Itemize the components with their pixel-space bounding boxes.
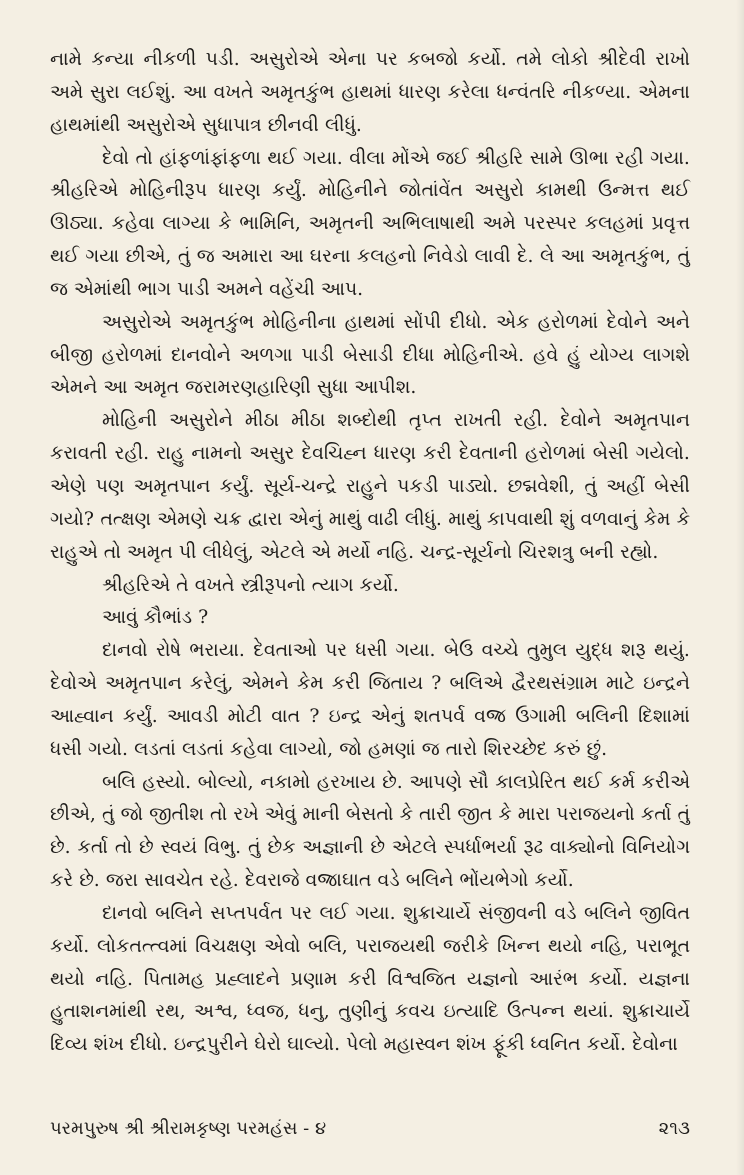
- paragraph-5: શ્રીહરિએ તે વખતે સ્ત્રીરૂપનો ત્યાગ કર્યો.: [102, 574, 399, 596]
- paragraph-8: બલિ હસ્યો. બોલ્યો, નકામો હરખાય છે. આપણે સૌ કાલપ્રેરિત થઈ કર્મ કરીએ છીએ, તું જો જીતીશ તો રખે એવું માની બેસતો કે તારી જીત કે મારા પરાજયનો કર્તા તું છે. કર્તા તો છે સ્વયં વિભુ. તું છેક અજ્ઞાની છે એટલે સ્પર્ધાભર્યા રૂઢ વાક્યોનો વિનિયોગ કરે છે. જરા સાવચેત રહે. દેવરાજે વજ્રાઘાત વડે બલિને ભોંયભેગો કર્યો.: [50, 771, 690, 892]
- page-number: ૨૧૩: [658, 1118, 690, 1139]
- paragraph-1: નામે કન્યા નીકળી પડી. અસુરોએ એના પર કબજો કર્યો. તમે લોકો શ્રીદેવી રાખો અમે સુરા લઈશું. આ વખતે અમૃતકુંભ હાથમાં ધારણ કરેલા ધન્વંતરિ નીકળ્યા. એમના હાથમાંથી અસુરોએ સુધાપાત્ર છીનવી લીધું.: [50, 49, 690, 136]
- running-title: પરમપુરુષ શ્રી શ્રીરામકૃષ્ણ પરમહંસ - ૪: [50, 1118, 327, 1139]
- paragraph-7: દાનવો રોષે ભરાયા. દેવતાઓ પર ધસી ગયા. બેઉ વચ્ચે તુમુલ યુદ્ધ શરૂ થયું. દેવોએ અમૃતપાન કરેલું, એમને કેમ કરી જિતાય ? બલિએ દ્વૈરથસંગ્રામ માટે ઇન્દ્રને આહ્વાન કર્યું. આવડી મોટી વાત ? ઇન્દ્ર એનું શતપર્વ વજ્ર ઉગામી બલિની દિશામાં ધસી ગયો. લડતાં લડતાં કહેવા લાગ્યો, જો હમણાં જ તારો શિરચ્છેદ કરું છું.: [50, 640, 690, 760]
- page-edge-shadow: [736, 0, 744, 1175]
- page-body: [50, 44, 690, 1062]
- page-footer: [50, 1118, 690, 1139]
- paragraph-4: મોહિની અસુરોને મીઠા મીઠા શબ્દોથી તૃપ્ત રાખતી રહી. દેવોને અમૃતપાન કરાવતી રહી. રાહુ નામનો અસુર દેવચિહ્ન ધારણ કરી દેવતાની હરોળમાં બેસી ગયેલો. એણે પણ અમૃતપાન કર્યું. સૂર્ય-ચન્દ્રે રાહુને પકડી પાડ્યો. છદ્મવેશી, તું અહીં બેસી ગયો? તત્ક્ષણ એમણે ચક્ર દ્વારા એનું માથું વાઢી લીધું. માથું કાપવાથી શું વળવાનું કેમ કે રાહુએ તો અમૃત પી લીધેલું, એટલે એ મર્યો નહિ. ચન્દ્ર-સૂર્યનો ચિરશત્રુ બની રહ્યો.: [50, 410, 690, 563]
- paragraph-9: દાનવો બલિને સપ્તપર્વત પર લઈ ગયા. શુક્રાચાર્યે સંજીવની વડે બલિને જીવિત કર્યો. લોકતત્ત્વમાં વિચક્ષણ એવો બલિ, પરાજયથી જરીકે ખિન્ન થયો નહિ, પરાભૂત થયો નહિ. પિતામહ પ્રહ્લાદને પ્રણામ કરી વિશ્વજિત યજ્ઞનો આરંભ કર્યો. યજ્ઞના હુતાશનમાંથી રથ, અશ્વ, ધ્વજ, ધનુ, તુણીનું કવચ ઇત્યાદિ ઉત્પન્ન થયાં. શુક્રાચાર્યે દિવ્ય શંખ દીધો. ઇન્દ્રપુરીને ઘેરો ઘાલ્યો. પેલો મહાસ્વન શંખ ફૂંકી ધ્વનિત કર્યો. દેવોના: [50, 902, 690, 1056]
- paragraph-6: આવું કૌભાંડ ?: [102, 607, 209, 629]
- paragraph-2: દેવો તો હાંફળાંફાંફળા થઈ ગયા. વીલા મોંએ જઈ શ્રીહરિ સામે ઊભા રહી ગયા. શ્રીહરિએ મોહિનીરૂપ ધારણ કર્યું. મોહિનીને જોતાંવેંત અસુરો કામથી ઉન્મત્ત થઈ ઊઠ્યા. કહેવા લાગ્યા કે ભામિનિ, અમૃતની અભિલાષાથી અમે પરસ્પર કલહમાં પ્રવૃત્ત થઈ ગયા છીએ, તું જ અમારા આ ઘરના કલહનો નિવેડો લાવી દે. લે આ અમૃતકુંભ, તું જ એમાંથી ભાગ પાડી અમને વહેંચી આપ.: [50, 147, 690, 300]
- paragraph-3: અસુરોએ અમૃતકુંભ મોહિનીના હાથમાં સોંપી દીધો. એક હરોળમાં દેવોને અને બીજી હરોળમાં દાનવોને અળગા પાડી બેસાડી દીધા મોહિનીએ. હવે હું યોગ્ય લાગશે એમને આ અમૃત જરામરણહારિણી સુધા આપીશ.: [50, 311, 690, 399]
